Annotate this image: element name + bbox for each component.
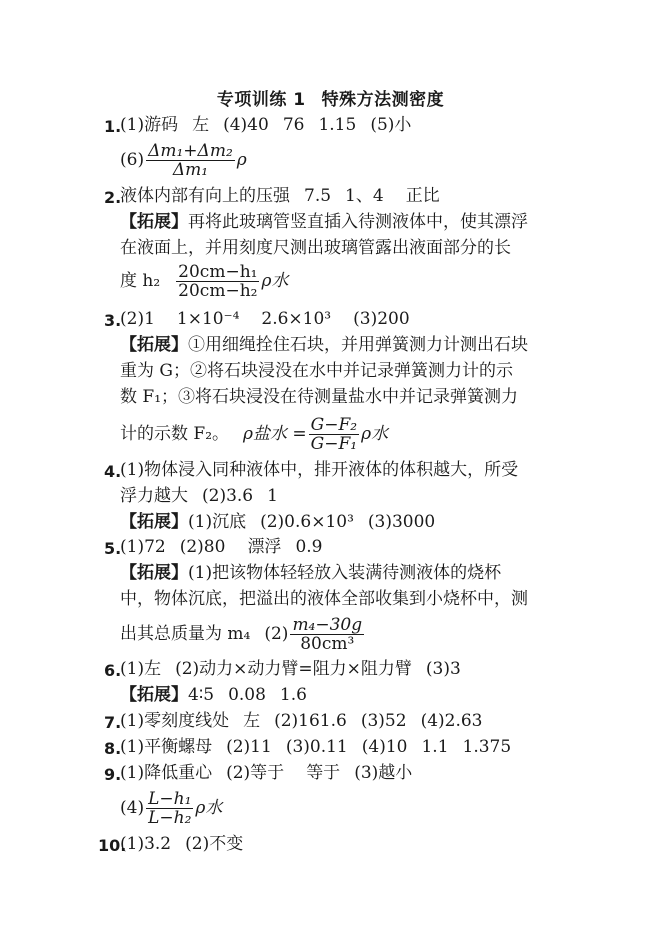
q8-e: 1.1 (421, 737, 449, 757)
q3-rho-label: ρ盐水 = (243, 424, 307, 444)
q3-ext-text1: ①用细绳拴住石块，并用弹簧测力计测出石块 (188, 335, 528, 355)
q10-a: (1)3.2 (120, 834, 172, 854)
question-number-7: 7. (104, 713, 122, 732)
q6-ext-b: 0.08 (228, 685, 266, 705)
q3-d: (3)200 (353, 309, 410, 329)
q9-c: 等于 (306, 763, 341, 783)
title-part1: 专项训练 1 (216, 90, 306, 110)
q3-a: (2)1 (120, 309, 155, 329)
q5-ext-p2: (2) (264, 624, 289, 644)
q5-b: (2)80 (179, 537, 226, 557)
q2-ext-label: 【拓展】 (120, 212, 188, 232)
q2-frac-den: 20cm−h₂ (178, 281, 258, 301)
q2-suffix: ρ水 (261, 271, 289, 291)
q2-ext-prefix: 度 h₂ (120, 271, 161, 291)
q9-line1 (120, 762, 412, 784)
q5-frac-den: 80cm³ (300, 634, 355, 654)
q5-ext-l2: 中，物体沉底，把溢出的液体全部收集到小烧杯中，测 (120, 589, 528, 609)
q5-ext-label: 【拓展】 (120, 563, 188, 583)
question-number-3: 3. (104, 311, 122, 330)
q3-fraction (309, 416, 359, 453)
q7-c: (2)161.6 (274, 711, 347, 731)
q5-c: 漂浮 (247, 537, 282, 557)
q6-line1 (120, 658, 461, 680)
q9-line2 (120, 790, 222, 827)
q3-ext-label: 【拓展】 (120, 335, 188, 355)
q5-frac-num: m₄−30g (292, 615, 363, 635)
q4-ext-a: (1)沉底 (188, 512, 247, 532)
q1-fraction (146, 142, 235, 179)
q4-ext-label: 【拓展】 (120, 512, 188, 532)
q1-prefix: (6) (120, 150, 145, 170)
q4-ext-c: (3)3000 (367, 512, 436, 532)
q5-line1 (120, 536, 322, 558)
q1-frac-num: Δm₁+Δm₂ (148, 141, 233, 161)
q10-b: (2)不变 (185, 834, 244, 854)
q5-ext-text1: (1)把该物体轻轻放入装满待测液体的烧杯 (188, 563, 502, 583)
q3-ext-l3: 数 F₁；③将石块浸没在待测量盐水中并记录弹簧测力 (120, 387, 519, 407)
q6-ext-c: 1.6 (279, 685, 307, 705)
q3-frac-num: G−F₂ (310, 415, 358, 435)
q5-ext-prefix: 出其总质量为 m₄ (120, 624, 251, 644)
q1-a: (1)游码 (120, 115, 179, 135)
q9-frac-den: L−h₂ (148, 808, 192, 828)
q6-b: (2)动力×动力臂=阻力×阻力臂 (175, 659, 412, 679)
q9-suffix: ρ水 (195, 798, 223, 818)
q7-line (120, 710, 483, 732)
q7-b: 左 (243, 711, 261, 731)
q4-line1: (1)物体浸入同种液体中，排开液体的体积越大，所受 (120, 460, 519, 480)
q1-c: (4)40 (223, 115, 269, 135)
q2-ext-l3 (120, 263, 288, 300)
q8-line (120, 736, 511, 758)
q7-a: (1)零刻度线处 (120, 711, 230, 731)
q4-ext-b: (2)0.6×10³ (260, 512, 354, 532)
q5-d: 0.9 (295, 537, 323, 557)
q2-d: 正比 (405, 186, 440, 206)
question-number-2: 2. (104, 188, 122, 207)
q3-ext-l4 (120, 416, 388, 453)
question-number-8: 8. (104, 739, 122, 758)
q1-d: 76 (282, 115, 305, 135)
q4-c: 1 (267, 486, 278, 506)
q9-a: (1)降低重心 (120, 763, 213, 783)
q6-ext-a: 4∶5 (188, 685, 215, 705)
q8-a: (1)平衡螺母 (120, 737, 213, 757)
q9-frac-num: L−h₁ (148, 789, 192, 809)
q1-line2 (120, 142, 247, 179)
q1-suffix: ρ (236, 150, 247, 170)
question-number-5: 5. (104, 539, 122, 558)
q6-ext (120, 684, 307, 706)
q4-ext (120, 511, 435, 533)
q6-ext-label: 【拓展】 (120, 685, 188, 705)
q3-frac-den: G−F₁ (310, 434, 358, 454)
q7-e: (4)2.63 (420, 711, 483, 731)
q6-c: (3)3 (425, 659, 461, 679)
q3-suffix: ρ水 (361, 424, 389, 444)
q5-fraction (290, 616, 364, 653)
q2-b: 7.5 (304, 186, 332, 206)
section-title (0, 85, 661, 110)
q9-d: (3)越小 (354, 763, 413, 783)
q2-a: 液体内部有向上的压强 (120, 186, 290, 206)
q2-fraction (176, 263, 259, 300)
question-number-6: 6. (104, 661, 122, 680)
q1-frac-den: Δm₁ (172, 160, 209, 180)
q3-ext-l2: 重为 G；②将石块浸没在水中并记录弹簧测力计的示 (120, 361, 513, 381)
question-number-9: 9. (104, 765, 122, 784)
q1-e: 1.15 (318, 115, 357, 135)
q9-b: (2)等于 (226, 763, 285, 783)
q8-c: (3)0.11 (285, 737, 348, 757)
q3-b: 1×10⁻⁴ (176, 309, 240, 329)
q4-a: 浮力越大 (120, 486, 188, 506)
q4-line2 (120, 485, 278, 507)
q9-prefix: (4) (120, 798, 145, 818)
q3-ext-l1 (120, 334, 528, 356)
q2-ext-text1: 再将此玻璃管竖直插入待测液体中，使其漂浮 (188, 212, 528, 232)
q2-ext-l2: 在液面上，并用刻度尺测出玻璃管露出液面部分的长 (120, 238, 511, 258)
q8-b: (2)11 (226, 737, 272, 757)
q2-line1 (120, 185, 440, 207)
q8-f: 1.375 (462, 737, 512, 757)
q1-b: 左 (192, 115, 210, 135)
q1-line1 (120, 114, 411, 136)
q7-d: (3)52 (360, 711, 407, 731)
q6-a: (1)左 (120, 659, 162, 679)
q5-ext-l1 (120, 562, 501, 584)
q2-frac-num: 20cm−h₁ (178, 262, 258, 282)
question-number-1: 1. (104, 117, 122, 136)
q2-c: 1、4 (345, 186, 384, 206)
q5-a: (1)72 (120, 537, 166, 557)
q1-f: (5)小 (370, 115, 412, 135)
q5-ext-l3 (120, 616, 366, 653)
q2-ext-l1 (120, 211, 528, 233)
title-part2: 特殊方法测密度 (321, 90, 445, 110)
q10-line (120, 833, 243, 855)
q9-fraction (146, 790, 193, 827)
q8-d: (4)10 (361, 737, 408, 757)
question-number-4: 4. (104, 462, 122, 481)
q4-b: (2)3.6 (202, 486, 254, 506)
question-number-10: 10. (98, 836, 127, 855)
q3-c: 2.6×10³ (261, 309, 332, 329)
q3-ext-prefix: 计的示数 F₂。 (120, 424, 230, 444)
q3-line1 (120, 308, 410, 330)
